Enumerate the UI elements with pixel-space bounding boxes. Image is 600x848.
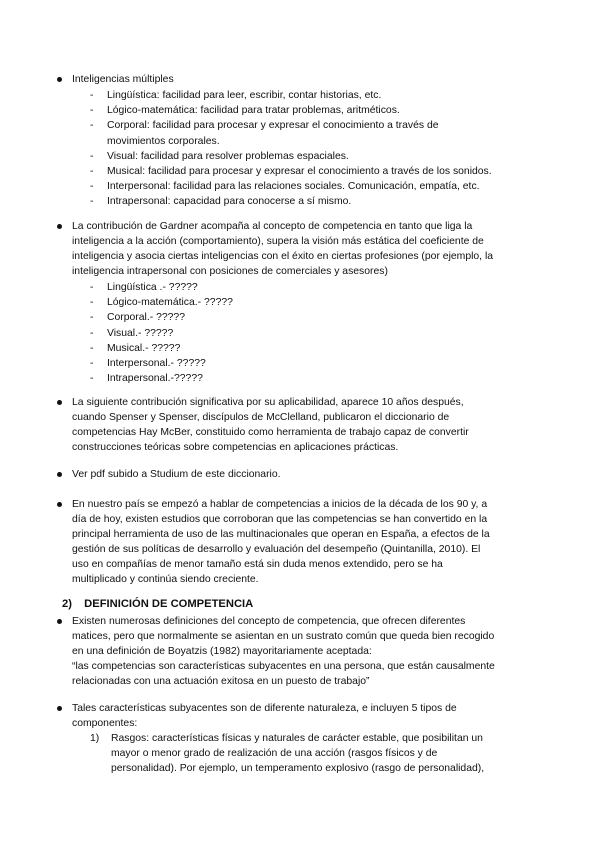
bullet-line xyxy=(0,512,600,527)
bullet-line xyxy=(0,542,600,557)
list-item-text: Visual.- ????? xyxy=(107,327,174,339)
dash-icon: - xyxy=(90,297,94,309)
list-item-text: Intrapersonal: capacidad para conocerse a sí mismo. xyxy=(107,196,352,208)
list-number: 1) xyxy=(90,733,100,744)
dash-icon: - xyxy=(90,181,94,193)
section-heading xyxy=(62,596,253,612)
numbered-item-continuation xyxy=(0,761,600,776)
bullet-line xyxy=(0,440,600,455)
bullet-line xyxy=(0,629,600,644)
bullet-line xyxy=(0,264,600,279)
list-item-text: Visual: facilidad para resolver problemas espaciales. xyxy=(107,150,349,162)
dash-icon: - xyxy=(90,357,94,369)
dash-icon: - xyxy=(90,327,94,339)
dash-icon: - xyxy=(90,90,94,101)
section-gardner xyxy=(0,219,600,386)
list-item-text: Musical.- ????? xyxy=(107,342,181,354)
dash-icon: - xyxy=(90,342,94,354)
paragraph-line: inteligencia y asocia ciertas inteligencias con el éxito en ciertas profesiones (por ejemplo, la xyxy=(72,251,494,262)
bullet-dot-icon xyxy=(57,224,62,229)
paragraph-line: Ver pdf subido a Studium de este diccionario. xyxy=(72,469,281,480)
paragraph-line: En nuestro país se empezó a hablar de competencias a inicios de la década de los 90 y, a xyxy=(72,499,488,510)
paragraph-line: competencias Hay McBer, constituido como herramienta de trabajo capaz de convertir xyxy=(72,427,469,438)
section-definiciones xyxy=(0,614,600,689)
bullet-line xyxy=(0,701,600,716)
paragraph-line: personalidad). Por ejemplo, un temperamento explosivo (rasgo de personalidad), xyxy=(111,763,485,774)
bullet-line xyxy=(0,219,600,234)
paragraph-line: gestión de sus políticas de desarrollo y evaluación del desempeño (Quintanilla, 2010). El xyxy=(72,544,481,555)
bullet-dot-icon xyxy=(57,619,62,624)
paragraph-line: Existen numerosas definiciones del concepto de competencia, que ofrecen diferentes xyxy=(72,616,466,627)
heading-number: 2) xyxy=(62,598,72,610)
paragraph-line: componentes: xyxy=(72,718,138,729)
paragraph-line: inteligencia intrapersonal con posiciones de comerciales y asesores) xyxy=(72,266,388,277)
dash-icon: - xyxy=(90,150,94,162)
bullet-line xyxy=(0,249,600,264)
list-item xyxy=(0,371,600,386)
section-caracteristicas xyxy=(0,701,600,776)
list-item xyxy=(0,326,600,341)
quote-line: relacionadas con una actuación exitosa en un puesto de trabajo” xyxy=(72,676,370,687)
section-hay-mcber xyxy=(0,395,600,455)
section-ver-pdf xyxy=(0,467,600,482)
list-item-text: Lógico-matemática.- ????? xyxy=(107,297,233,309)
list-item-text: Corporal: facilidad para procesar y expresar el conocimiento a través de xyxy=(107,120,439,132)
dash-icon: - xyxy=(90,312,94,324)
bullet-dot-icon xyxy=(57,77,62,82)
list-item-continuation xyxy=(0,134,600,149)
paragraph-line: construcciones teóricas sobre competencias en aplicaciones prácticas. xyxy=(72,442,399,453)
numbered-item-continuation xyxy=(0,746,600,761)
numbered-item xyxy=(0,731,600,746)
paragraph-line: La siguiente contribución significativa por su aplicabilidad, aparece 10 años después, xyxy=(72,397,464,408)
section-nuestro-pais xyxy=(0,497,600,587)
list-item-text: Lingüística .- ????? xyxy=(107,282,198,293)
dash-icon: - xyxy=(90,373,94,385)
paragraph-line: Tales características subyacentes son de diferente naturaleza, e incluyen 5 tipos de xyxy=(72,703,457,714)
list-item xyxy=(0,103,600,118)
list-item xyxy=(0,88,600,103)
sub-list xyxy=(0,280,600,386)
list-item-text: Lingüística: facilidad para leer, escribir, contar historias, etc. xyxy=(107,90,382,101)
bullet-line xyxy=(0,234,600,249)
list-item xyxy=(0,341,600,356)
bullet-title: Inteligencias múltiples xyxy=(72,74,174,85)
bullet-dot-icon xyxy=(57,472,62,477)
list-item-text: Musical: facilidad para procesar y expresar el conocimiento a través de los sonidos. xyxy=(107,165,492,177)
quote-line: “las competencias son características subyacentes en una persona, que están causalmente xyxy=(72,661,495,672)
bullet-line xyxy=(0,467,600,482)
dash-icon: - xyxy=(90,282,94,293)
paragraph-line: en una definición de Boyatzis (1982) mayoritariamente aceptada: xyxy=(72,646,372,657)
list-item-text: Corporal.- ????? xyxy=(107,312,185,324)
list-item xyxy=(0,149,600,164)
list-item-text: Lógico-matemática: facilidad para tratar problemas, aritméticos. xyxy=(107,105,400,117)
bullet-line xyxy=(0,527,600,542)
sub-list xyxy=(0,88,600,210)
section-inteligencias-multiples xyxy=(0,72,600,210)
bullet-line xyxy=(0,72,600,87)
dash-icon: - xyxy=(90,165,94,177)
dash-icon: - xyxy=(90,105,94,117)
bullet-line xyxy=(0,425,600,440)
paragraph-line: Rasgos: características físicas y naturales de carácter estable, que posibilitan un xyxy=(111,733,483,744)
paragraph-line: cuando Spenser y Spenser, discípulos de McClelland, publicaron el diccionario de xyxy=(72,412,450,423)
list-item xyxy=(0,356,600,371)
list-item-text: Intrapersonal.-????? xyxy=(107,373,203,385)
heading-title: DEFINICIÓN DE COMPETENCIA xyxy=(84,598,254,610)
list-item-text: Interpersonal: facilidad para las relaciones sociales. Comunicación, empatía, etc. xyxy=(107,181,480,193)
list-item xyxy=(0,280,600,295)
bullet-dot-icon xyxy=(57,502,62,507)
list-item xyxy=(0,118,600,133)
bullet-line xyxy=(0,410,600,425)
bullet-line xyxy=(0,614,600,629)
bullet-line xyxy=(0,497,600,512)
list-item xyxy=(0,164,600,179)
paragraph-line: multiplicado y continúa siendo creciente. xyxy=(72,574,259,585)
paragraph-line: matices, pero que normalmente se asientan en un sustrato común que queda bien recogido xyxy=(72,631,495,642)
list-item xyxy=(0,179,600,194)
paragraph-line: La contribución de Gardner acompaña al concepto de competencia en tanto que liga la xyxy=(72,221,473,232)
paragraph-line: día de hoy, existen estudios que corroboran que las competencias se han convertido en la xyxy=(72,514,488,525)
bullet-dot-icon xyxy=(57,706,62,711)
bullet-line xyxy=(0,659,600,674)
list-item xyxy=(0,194,600,209)
dash-icon: - xyxy=(90,120,94,132)
bullet-line xyxy=(0,644,600,659)
bullet-line xyxy=(0,716,600,731)
paragraph-line: principal herramienta de uso de las multinacionales que operan en España, a efectos de la xyxy=(72,529,490,540)
paragraph-line: uso en compañías de menor tamaño está sin duda menos extendido, pero se ha xyxy=(72,559,443,570)
list-item xyxy=(0,310,600,325)
dash-icon: - xyxy=(90,196,94,208)
paragraph-line: inteligencia a la acción (comportamiento), supera la visión más estática del coeficiente de xyxy=(72,236,484,247)
paragraph-line: mayor o menor grado de realización de una acción (rasgos físicos y de xyxy=(111,748,438,759)
list-item xyxy=(0,295,600,310)
bullet-dot-icon xyxy=(57,400,62,405)
bullet-line xyxy=(0,572,600,587)
bullet-line xyxy=(0,674,600,689)
list-item-text: Interpersonal.- ????? xyxy=(107,357,206,369)
bullet-line xyxy=(0,557,600,572)
list-item-text: movimientos corporales. xyxy=(107,135,220,147)
bullet-line xyxy=(0,395,600,410)
